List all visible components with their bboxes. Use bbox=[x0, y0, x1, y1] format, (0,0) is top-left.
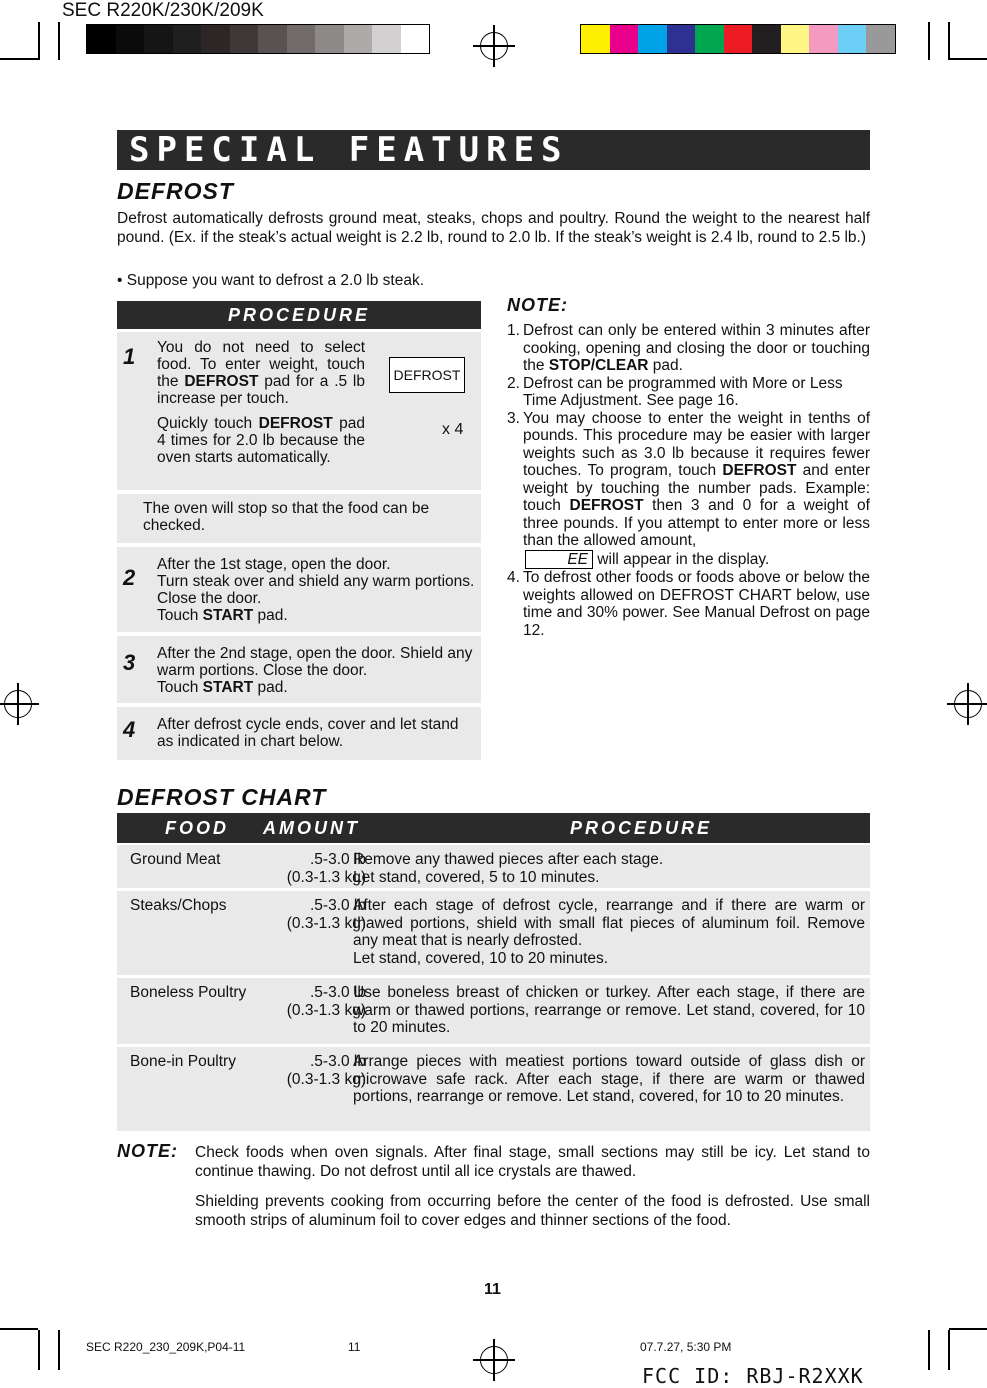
defrost-intro: Defrost automatically defrosts ground meat, steaks, chops and poultry. Round the weight to the nearest half pound. (Ex. if the steak’s actual weight is 2.2 lb, round to 2.0 lb. If the steak’s weight is 2.4 lb, round to 2.5 lb.) bbox=[117, 210, 870, 246]
crop-mark bbox=[58, 22, 60, 60]
color-swatch bbox=[401, 25, 430, 53]
registration-mark-icon bbox=[480, 1346, 508, 1374]
fcc-id: FCC ID: RBJ-R2XXK bbox=[642, 1364, 864, 1388]
color-swatch bbox=[610, 25, 639, 53]
color-swatch bbox=[724, 25, 753, 53]
color-swatch bbox=[87, 25, 116, 53]
note-list bbox=[507, 322, 870, 639]
color-swatch bbox=[201, 25, 230, 53]
step-check-text: The oven will stop so that the food can be checked. bbox=[143, 500, 430, 534]
chart-header bbox=[117, 813, 870, 843]
table-row bbox=[117, 891, 870, 975]
col-food: FOOD bbox=[165, 818, 229, 838]
defrost-heading: DEFROST bbox=[117, 178, 234, 204]
note-heading: NOTE: bbox=[507, 295, 568, 315]
step-number: 2 bbox=[123, 565, 136, 590]
note-item: 4. To defrost other foods or foods above or below the weights allowed on DEFROST CHART below, use time and 30% power. See Manual Defrost on page 12. bbox=[507, 569, 870, 639]
note-item: 3. You may choose to enter the weight in tenths of pounds. This procedure may be easier with larger weights such as 3.0 lb because it requires fewer touches. To program, touch DEFROST and enter weight by touching the number pads. Example: touch DEFROST then 3 and 0 for a weight of three pounds. If you attempt to enter more or less than the allowed amount, EE will appear in the display. bbox=[507, 409, 870, 568]
footer-file: SEC R220_230_209K,P04-11 bbox=[86, 1340, 246, 1354]
color-swatch bbox=[258, 25, 287, 53]
color-swatch bbox=[638, 25, 667, 53]
color-swatch bbox=[173, 25, 202, 53]
amount-cell: .5-3.0 lb (0.3-1.3 kg) bbox=[286, 897, 366, 932]
registration-mark-icon bbox=[480, 32, 508, 60]
color-swatch bbox=[838, 25, 867, 53]
procedure-cell: Use boneless breast of chicken or turkey. After each stage, if there are warm or thawed portions, rearrange or remove. Let stand, covered, for 10 to 20 minutes. bbox=[353, 984, 865, 1036]
table-row bbox=[117, 1047, 870, 1131]
food-cell: Bone-in Poultry bbox=[130, 1053, 236, 1070]
col-procedure: PROCEDURE bbox=[570, 818, 713, 838]
step-3-text: After the 2nd stage, open the door. Shield any warm portions. Close the door. Touch START pad. bbox=[157, 645, 473, 696]
procedure-step-4 bbox=[117, 707, 481, 760]
registration-mark-icon bbox=[954, 690, 982, 718]
bottom-note-p2: Shielding prevents cooking from occurring before the center of the food is defrosted. Use small smooth strips of aluminum foil to cover edges and thinner sections of the food. bbox=[195, 1193, 870, 1229]
step-number: 1 bbox=[123, 344, 136, 369]
procedure-cell: Arrange pieces with meatiest portions toward outside of glass dish or microwave safe rack. After each stage, if there are warm or thawed portions, rearrange or remove. Let stand, covered, for 10 to 20 minutes. bbox=[353, 1053, 865, 1105]
step-1-text-a: You do not need to select food. To enter weight, touch the DEFROST pad for a .5 lb increase per touch. bbox=[157, 339, 366, 407]
crop-mark bbox=[948, 22, 950, 60]
step-4-text: After defrost cycle ends, cover and let stand as indicated in chart below. bbox=[157, 716, 459, 750]
display-readout: EE bbox=[525, 550, 593, 570]
amount-cell: .5-3.0 lb (0.3-1.3 kg) bbox=[286, 1053, 366, 1088]
color-swatch bbox=[809, 25, 838, 53]
procedure-cell: Remove any thawed pieces after each stage. Let stand, covered, 5 to 10 minutes. bbox=[353, 851, 664, 886]
touch-count: x 4 bbox=[442, 421, 464, 438]
color-swatch bbox=[144, 25, 173, 53]
step-2-text: After the 1st stage, open the door. Turn steak over and shield any warm portions. Close the door. Touch START pad. bbox=[157, 556, 475, 624]
step-number: 3 bbox=[123, 650, 136, 675]
color-swatch bbox=[287, 25, 316, 53]
color-swatch bbox=[116, 25, 145, 53]
procedure-step-check bbox=[117, 494, 481, 543]
color-swatch bbox=[315, 25, 344, 53]
step-number: 4 bbox=[123, 717, 136, 742]
footer-timestamp: 07.7.27, 5:30 PM bbox=[640, 1340, 732, 1354]
amount-cell: .5-3.0 lb (0.3-1.3 kg) bbox=[286, 984, 366, 1019]
registration-mark-icon bbox=[4, 690, 32, 718]
crop-mark bbox=[949, 58, 987, 60]
crop-mark bbox=[0, 58, 38, 60]
bottom-note-p1: Check foods when oven signals. After final stage, small sections may still be icy. Let stand to continue thawing. Do not defrost until all ice crystals are thawed. bbox=[195, 1144, 870, 1180]
color-swatch bbox=[372, 25, 401, 53]
note-item: 1. Defrost can only be entered within 3 minutes after cooking, opening and closing the door or touching the STOP/CLEAR pad. bbox=[507, 322, 870, 374]
procedure-cell: After each stage of defrost cycle, rearrange and if there are warm or thawed portions, shield with small flat pieces of aluminum foil. Remove any meat that is nearly defrosted. Let stand, covered, 10 to 20 minutes. bbox=[353, 897, 865, 967]
color-swatch bbox=[344, 25, 373, 53]
color-swatch bbox=[230, 25, 259, 53]
note-item: 2. Defrost can be programmed with More or Less Time Adjustment. See page 16. bbox=[507, 374, 843, 409]
crop-mark bbox=[928, 1330, 930, 1370]
amount-cell: .5-3.0 lb (0.3-1.3 kg) bbox=[286, 851, 366, 886]
page-number: 11 bbox=[484, 1281, 501, 1298]
footer-page: 11 bbox=[348, 1340, 361, 1354]
color-swatch bbox=[781, 25, 810, 53]
crop-mark bbox=[948, 1330, 950, 1370]
procedure-step-1 bbox=[117, 332, 481, 490]
crop-mark bbox=[0, 1328, 38, 1330]
food-cell: Boneless Poultry bbox=[130, 984, 247, 1001]
color-swatch bbox=[752, 25, 781, 53]
document-code: SEC R220K/230K/209K bbox=[62, 0, 264, 21]
color-swatch bbox=[695, 25, 724, 53]
defrost-chart-heading: DEFROST CHART bbox=[117, 784, 327, 810]
crop-mark bbox=[58, 1330, 60, 1370]
procedure-step-3 bbox=[117, 636, 481, 703]
procedure-header: PROCEDURE bbox=[117, 301, 481, 329]
section-banner bbox=[117, 130, 870, 170]
color-swatch bbox=[667, 25, 696, 53]
crop-mark bbox=[949, 1328, 987, 1330]
bottom-note-heading: NOTE: bbox=[117, 1141, 178, 1161]
color-swatch bbox=[866, 25, 895, 53]
food-cell: Steaks/Chops bbox=[130, 897, 227, 914]
procedure-step-2 bbox=[117, 547, 481, 632]
color-swatch bbox=[581, 25, 610, 53]
food-cell: Ground Meat bbox=[130, 851, 221, 868]
table-row bbox=[117, 978, 870, 1044]
defrost-example: • Suppose you want to defrost a 2.0 lb steak. bbox=[117, 272, 425, 289]
col-amount: AMOUNT bbox=[263, 818, 360, 838]
crop-mark bbox=[38, 22, 40, 60]
crop-mark bbox=[38, 1330, 40, 1370]
banner-title: SPECIAL FEATURES bbox=[129, 130, 569, 170]
table-row bbox=[117, 845, 870, 888]
gray-calibration-strip bbox=[86, 24, 430, 54]
defrost-pad-button[interactable]: DEFROST bbox=[389, 357, 465, 393]
crop-mark bbox=[928, 22, 930, 60]
color-calibration-strip bbox=[580, 24, 896, 54]
step-1-text-b: Quickly touch DEFROST pad 4 times for 2.0 lb because the oven starts automatically. bbox=[157, 415, 365, 466]
